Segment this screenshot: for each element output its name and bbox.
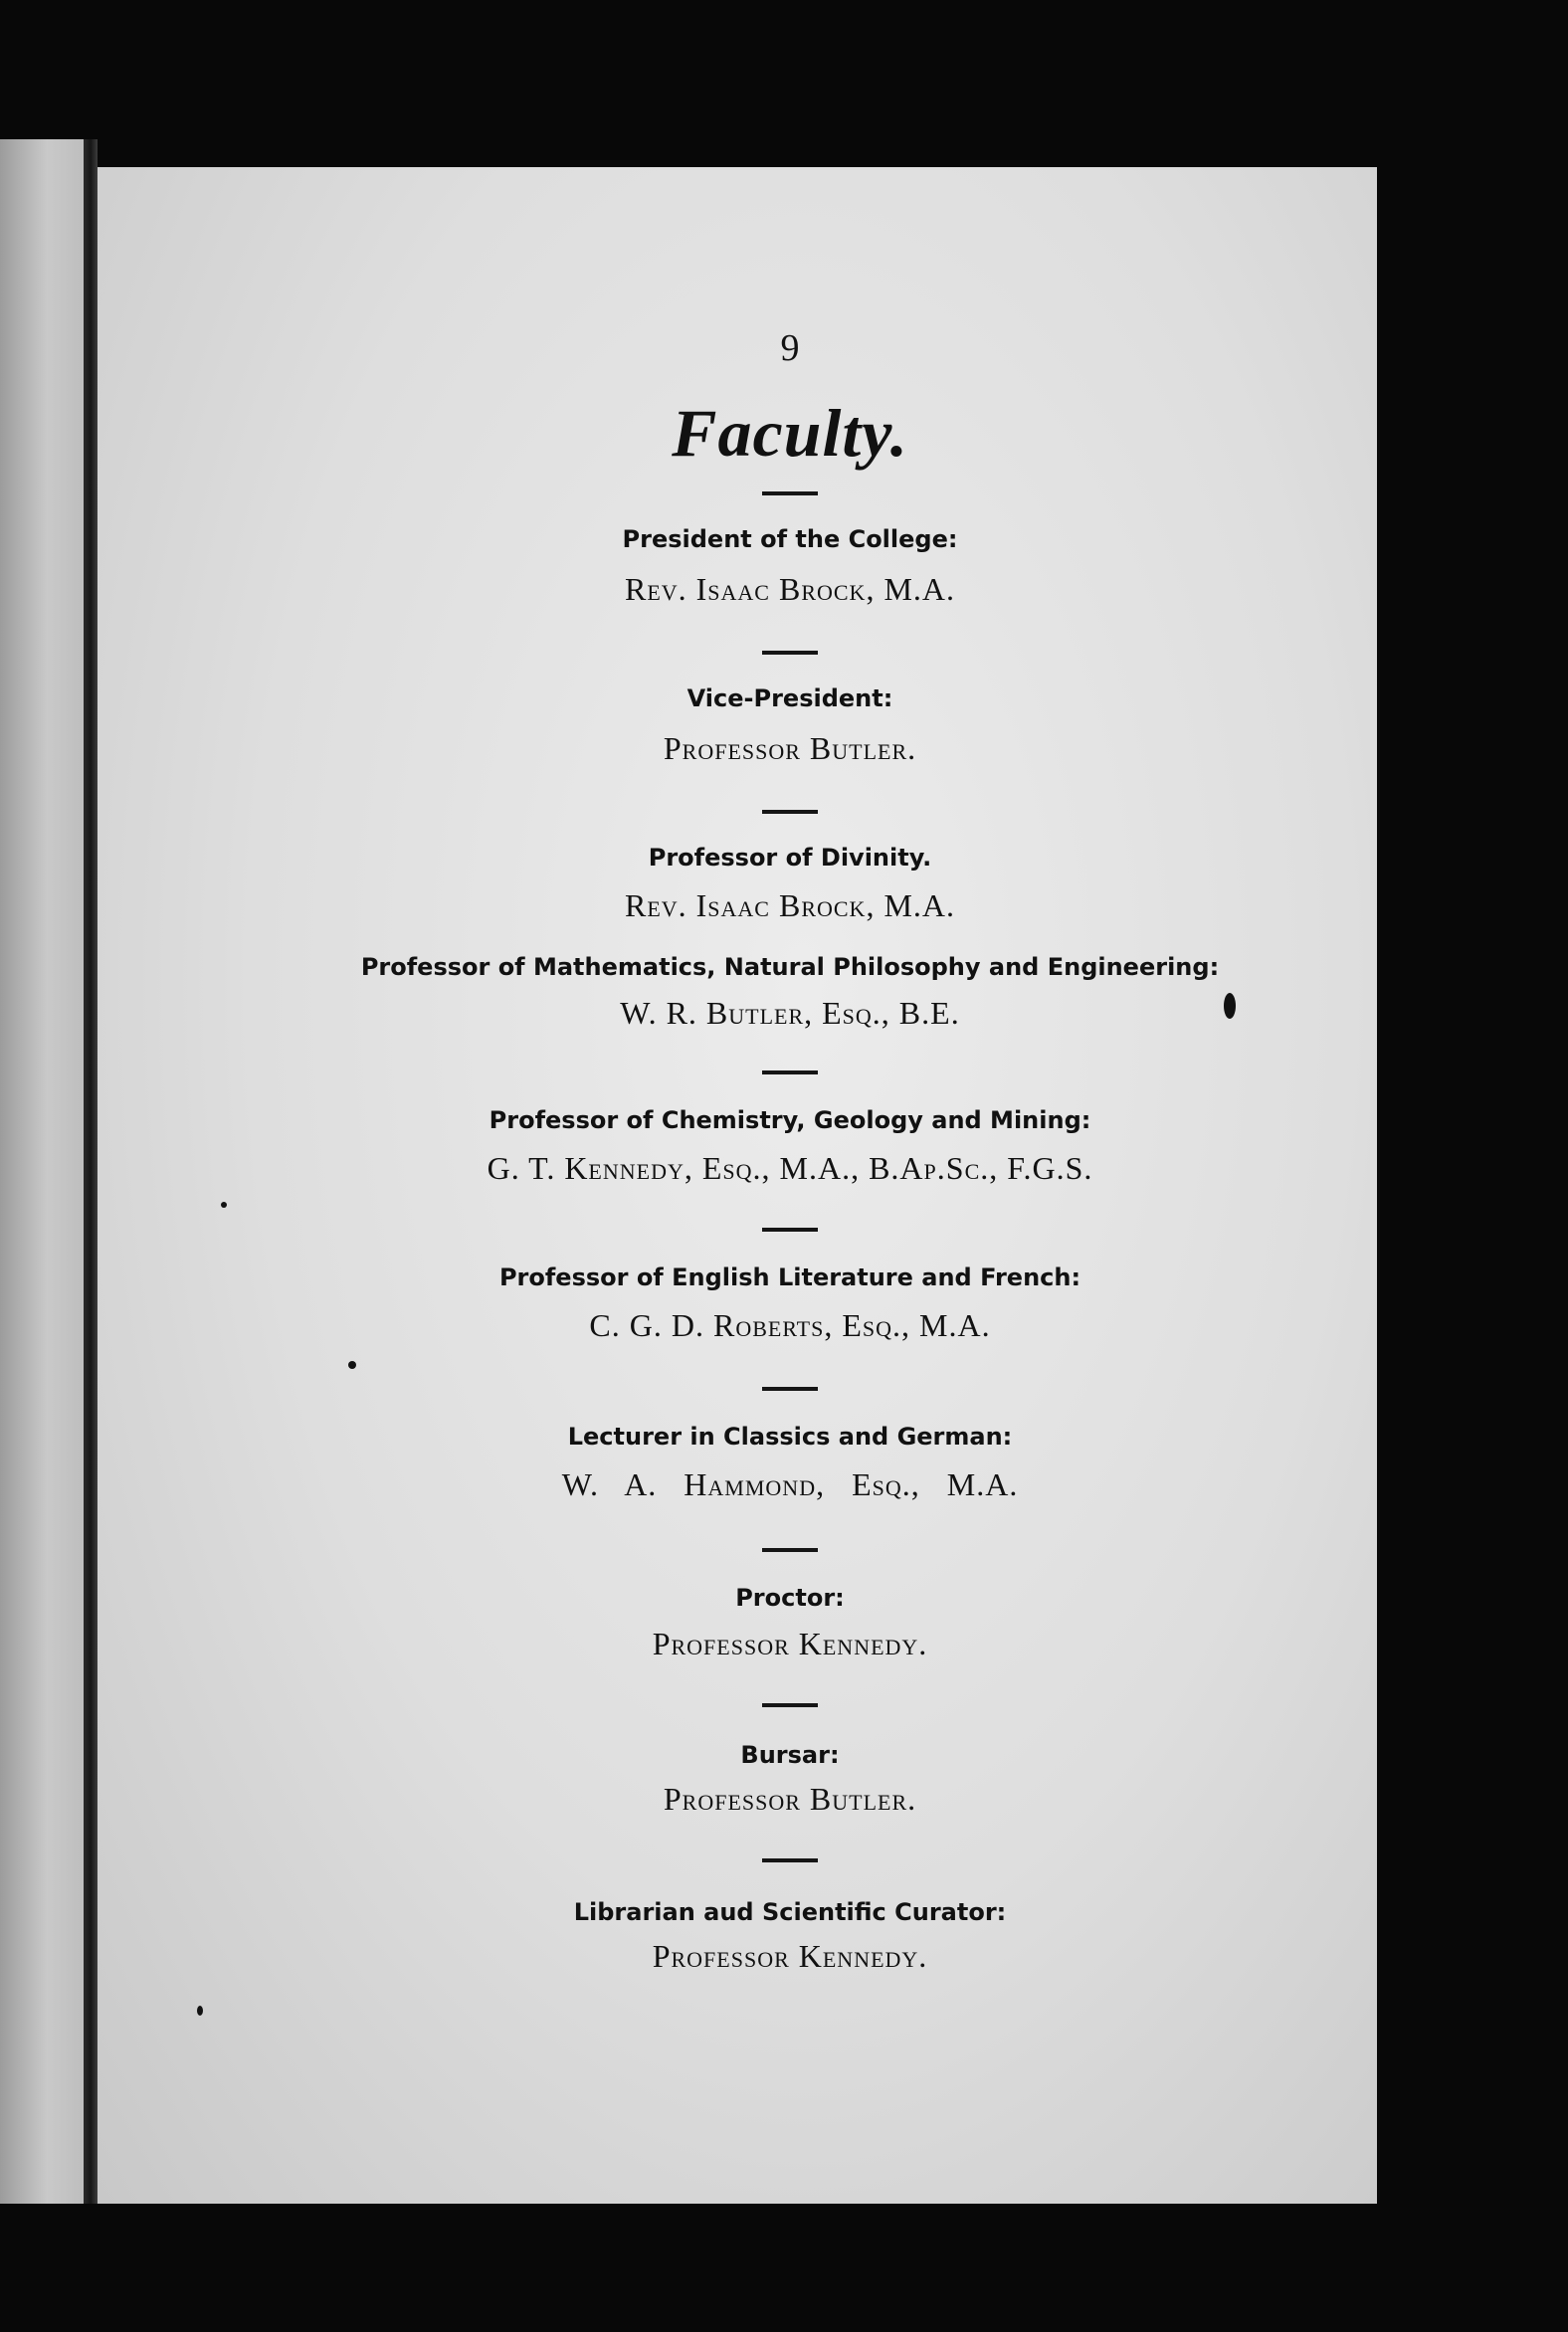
section-name-mathematics: W. R. Butler, Esq., B.E.	[620, 995, 960, 1031]
divider	[762, 1703, 818, 1707]
section-name-vice-president: Professor Butler.	[663, 730, 917, 766]
section-name-divinity: Rev. Isaac Brock, M.A.	[624, 887, 956, 923]
section-heading-vice-president: Vice-President:	[686, 684, 893, 712]
section-heading-english: Professor of English Literature and French:	[498, 1263, 1081, 1291]
section-heading-chemistry: Professor of Chemistry, Geology and Mining:	[489, 1106, 1091, 1134]
section-name-classics: W. A. Hammond, Esq., M.A.	[561, 1466, 1019, 1502]
divider	[762, 651, 818, 655]
divider	[762, 810, 818, 814]
divider	[762, 1387, 818, 1391]
section-name-proctor: Professor Kennedy.	[652, 1626, 928, 1661]
ink-speck	[197, 2006, 203, 2016]
section-heading-mathematics: Professor of Mathematics, Natural Philosophy and Engineering:	[360, 953, 1220, 981]
ink-speck	[1224, 993, 1236, 1019]
section-heading-proctor: Proctor:	[735, 1584, 845, 1612]
section-name-english: C. G. D. Roberts, Esq., M.A.	[589, 1307, 991, 1343]
book-gutter	[84, 139, 98, 2204]
divider	[762, 1858, 818, 1862]
document-page	[98, 167, 1377, 2204]
page-number: 9	[780, 327, 800, 369]
divider	[762, 1228, 818, 1232]
divider	[762, 491, 818, 495]
section-heading-librarian: Librarian aud Scientific Curator:	[573, 1898, 1007, 1926]
facing-page-edge	[0, 139, 86, 2204]
page-title: Faculty.	[672, 395, 908, 471]
ink-speck	[348, 1361, 356, 1369]
section-heading-divinity: Professor of Divinity.	[648, 844, 932, 872]
section-heading-president: President of the College:	[622, 525, 958, 553]
section-heading-bursar: Bursar:	[740, 1741, 840, 1769]
divider	[762, 1070, 818, 1074]
section-name-bursar: Professor Butler.	[663, 1781, 917, 1817]
section-name-president: Rev. Isaac Brock, M.A.	[624, 571, 956, 607]
divider	[762, 1548, 818, 1552]
section-name-chemistry: G. T. Kennedy, Esq., M.A., B.Ap.Sc., F.G.S.	[487, 1150, 1093, 1186]
section-name-librarian: Professor Kennedy.	[652, 1938, 928, 1974]
section-heading-classics: Lecturer in Classics and German:	[567, 1423, 1013, 1451]
ink-speck	[221, 1202, 227, 1208]
